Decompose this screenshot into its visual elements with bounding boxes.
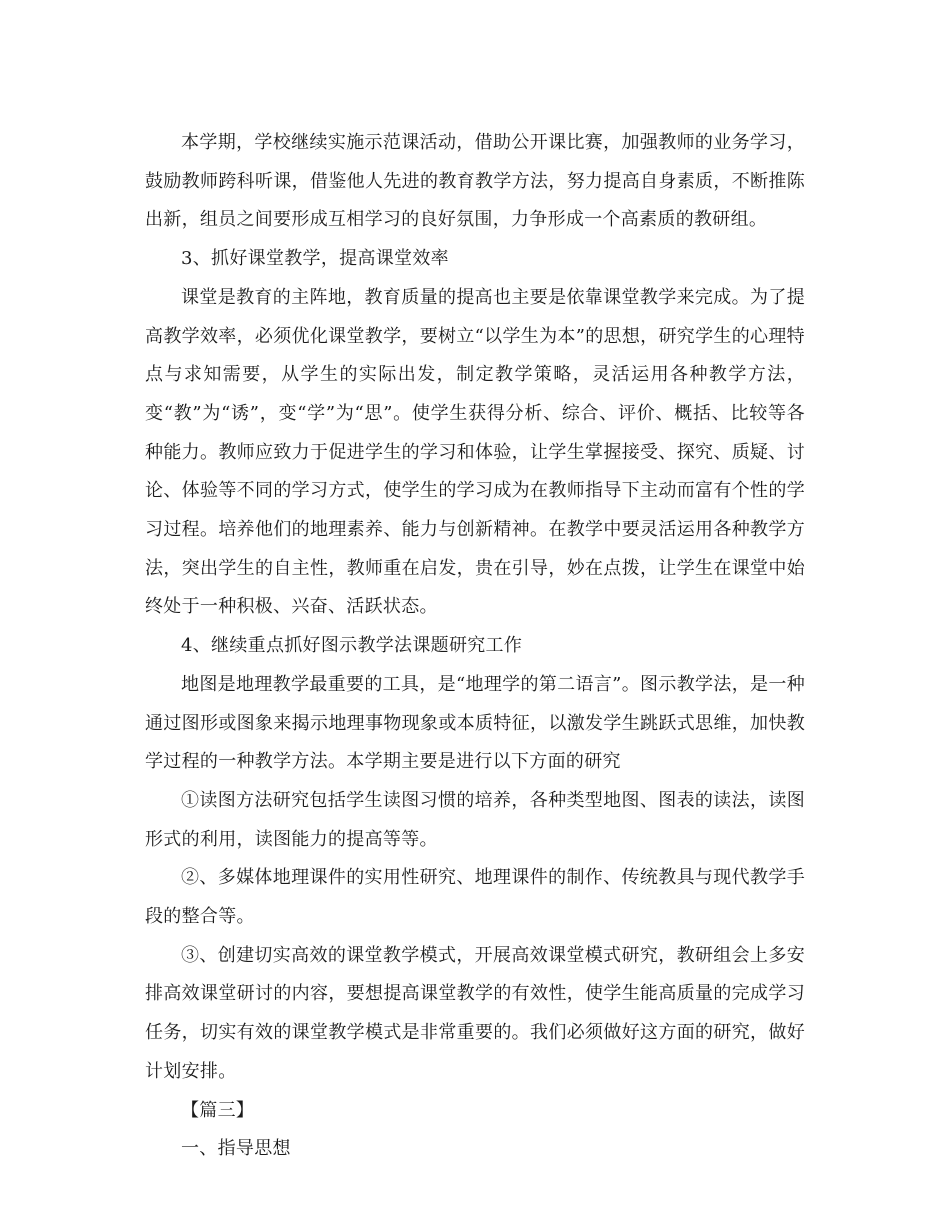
paragraph-diagram-method: 地图是地理教学最重要的工具，是“地理学的第二语言”。图示教学法，是一种通过图形或图象来揭示地理事物现象或本质特征，以激发学生跳跃式思维，加快教学过程的一种教学方法。本学期主要是进行以下方面的研究 — [145, 673, 805, 773]
heading-guiding-ideology: 一、指导思想 — [181, 1138, 291, 1160]
list-item-efficient-classroom: ③、创建切实高效的课堂教学模式，开展高效课堂模式研究，教研组会上多安排高效课堂研讨的内容，要想提高课堂教学的有效性，使学生能高质量的完成学习任务，切实有效的课堂教学模式是非常重要的。我们必须做好这方面的研究，做好计划安排。 — [145, 944, 805, 1082]
paragraph-demonstration-lessons: 本学期，学校继续实施示范课活动，借助公开课比赛，加强教师的业务学习，鼓励教师跨科听课，借鉴他人先进的教育教学方法，努力提高自身素质，不断推陈出新，组员之间要形成互相学习的良好氛围，力争形成一个高素质的教研组。 — [145, 132, 805, 231]
paragraph-classroom-teaching: 课堂是教育的主阵地，教育质量的提高也主要是依靠课堂教学来完成。为了提高教学效率，必须优化课堂教学，要树立“以学生为本”的思想，研究学生的心理特点与求知需要，从学生的实际出发，制定教学策略，灵活运用各种教学方法，变“教”为“诱”，变“学”为“思”。使学生获得分析、综合、评价、概括、比较等各种能力。教师应致力于促进学生的学习和体验，让学生掌握接受、探究、质疑、讨论、体验等不同的学习方式，使学生的学习成为在教师指导下主动而富有个性的学习过程。培养他们的地理素养、能力与创新精神。在教学中要灵活运用各种教学方法，突出学生的自主性，教师重在启发，贵在引导，妙在点拨，让学生在课堂中始终处于一种积极、兴奋、活跃状态。 — [145, 286, 805, 618]
list-item-map-reading: ①读图方法研究包括学生读图习惯的培养，各种类型地图、图表的读法，读图形式的利用，读图能力的提高等等。 — [145, 789, 805, 850]
section-marker: 【篇三】 — [181, 1099, 255, 1121]
document-body — [145, 124, 805, 1169]
list-item-multimedia: ②、多媒体地理课件的实用性研究、地理课件的制作、传统教具与现代教学手段的整合等。 — [145, 867, 805, 928]
heading-classroom-teaching: 3、抓好课堂教学，提高课堂效率 — [181, 248, 449, 270]
heading-diagram-method: 4、继续重点抓好图示教学法课题研究工作 — [181, 635, 523, 657]
